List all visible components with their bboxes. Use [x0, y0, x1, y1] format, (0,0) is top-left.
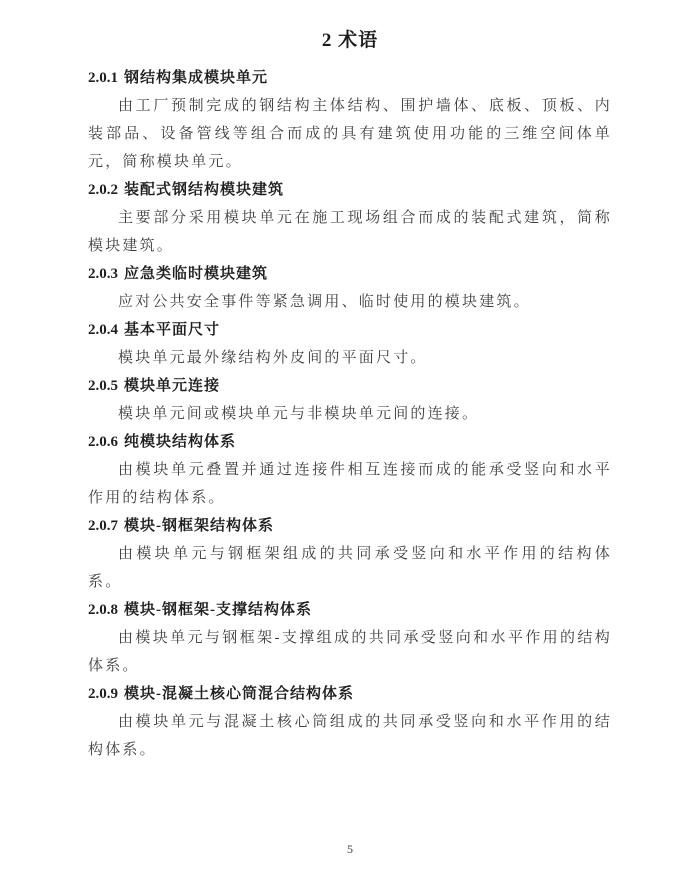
term-number: 2.0.4 — [88, 322, 118, 338]
term-definition: 由模块单元叠置并通过连接件相互连接而成的能承受竖向和水平作用的结构体系。 — [88, 462, 612, 506]
term-title: 模块单元连接 — [124, 378, 221, 394]
term-heading — [88, 316, 612, 344]
term-title: 模块-混凝土核心筒混合结构体系 — [124, 686, 354, 702]
term-definition: 由工厂预制完成的钢结构主体结构、围护墙体、底板、顶板、内装部品、设备管线等组合而成的具有建筑使用功能的三维空间体单元，简称模块单元。 — [88, 98, 612, 170]
term-title: 纯模块结构体系 — [124, 434, 237, 450]
term-title: 应急类临时模块建筑 — [124, 266, 269, 282]
term-definition: 由模块单元与混凝土核心筒组成的共同承受竖向和水平作用的结构体系。 — [88, 714, 612, 758]
term-section-2-0-1 — [88, 64, 612, 176]
term-definition: 由模块单元与钢框架组成的共同承受竖向和水平作用的结构体系。 — [88, 546, 612, 590]
term-section-2-0-6 — [88, 428, 612, 512]
term-heading — [88, 260, 612, 288]
term-number: 2.0.8 — [88, 602, 118, 618]
term-heading — [88, 428, 612, 456]
term-title: 基本平面尺寸 — [124, 322, 221, 338]
page-title: 2 术语 — [321, 30, 379, 51]
term-title: 模块-钢框架-支撑结构体系 — [124, 602, 312, 618]
term-title: 装配式钢结构模块建筑 — [124, 182, 285, 198]
term-section-2-0-4 — [88, 316, 612, 372]
term-definition: 模块单元间或模块单元与非模块单元间的连接。 — [118, 406, 480, 422]
term-number: 2.0.1 — [88, 70, 118, 86]
term-number: 2.0.2 — [88, 182, 118, 198]
term-definition: 应对公共安全事件等紧急调用、临时使用的模块建筑。 — [118, 294, 531, 310]
term-section-2-0-9 — [88, 680, 612, 764]
term-heading — [88, 64, 612, 92]
term-number: 2.0.6 — [88, 434, 118, 450]
term-definition: 由模块单元与钢框架-支撑组成的共同承受竖向和水平作用的结构体系。 — [88, 630, 612, 674]
term-number: 2.0.7 — [88, 518, 118, 534]
term-section-2-0-2 — [88, 176, 612, 260]
term-heading — [88, 680, 612, 708]
term-number: 2.0.9 — [88, 686, 118, 702]
term-number: 2.0.3 — [88, 266, 118, 282]
term-title: 钢结构集成模块单元 — [124, 70, 269, 86]
term-heading — [88, 512, 612, 540]
page-number: 5 — [347, 842, 353, 856]
term-heading — [88, 596, 612, 624]
term-section-2-0-8 — [88, 596, 612, 680]
term-heading — [88, 176, 612, 204]
term-section-2-0-3 — [88, 260, 612, 316]
term-number: 2.0.5 — [88, 378, 118, 394]
term-section-2-0-7 — [88, 512, 612, 596]
term-title: 模块-钢框架结构体系 — [124, 518, 274, 534]
term-section-2-0-5 — [88, 372, 612, 428]
term-definition: 模块单元最外缘结构外皮间的平面尺寸。 — [118, 350, 428, 366]
term-definition: 主要部分采用模块单元在施工现场组合而成的装配式建筑，简称模块建筑。 — [88, 210, 612, 254]
term-heading — [88, 372, 612, 400]
